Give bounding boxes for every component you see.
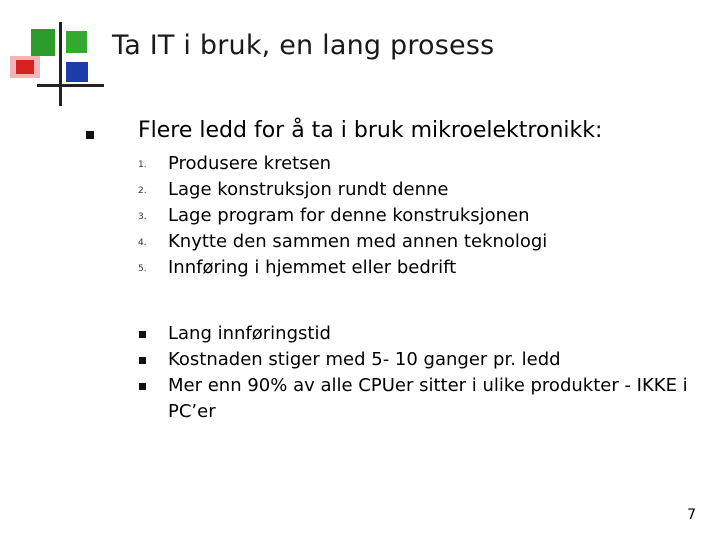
list-item-text: Innføring i hjemmet eller bedrift <box>168 257 457 278</box>
numbered-list <box>124 151 547 281</box>
square-bullet-icon <box>139 357 146 364</box>
numbered-list-item <box>124 255 547 281</box>
list-number: 5. <box>138 264 147 274</box>
list-item-text: Lage konstruksjon rundt denne <box>168 179 449 200</box>
list-item-text: Produsere kretsen <box>168 153 332 174</box>
list-item-text: Lang innføringstid <box>168 323 331 344</box>
numbered-list-item <box>124 203 547 229</box>
bullet-list-item <box>124 347 690 373</box>
bullet-list-item <box>124 321 690 347</box>
bullet-list-item <box>124 373 690 425</box>
list-number: 2. <box>138 186 147 196</box>
list-item-text: Mer enn 90% av alle CPUer sitter i ulike produkter - IKKE i PC’er <box>168 375 688 422</box>
page-number: 7 <box>687 507 696 523</box>
numbered-list-item <box>124 229 547 255</box>
square-bullet-icon <box>139 383 146 390</box>
slide-title: Ta IT i bruk, en lang prosess <box>112 30 495 61</box>
list-number: 3. <box>138 212 147 222</box>
main-bullet-marker <box>86 131 94 139</box>
main-bullet-text: Flere ledd for å ta i bruk mikroelektronikk: <box>138 118 603 143</box>
list-item-text: Knytte den sammen med annen teknologi <box>168 231 548 252</box>
slide-logo-decoration <box>0 0 110 110</box>
square-bullet-icon <box>139 331 146 338</box>
list-number: 1. <box>138 160 147 170</box>
bullet-list <box>124 321 690 425</box>
list-number: 4. <box>138 238 147 248</box>
list-item-text: Kostnaden stiger med 5- 10 ganger pr. ledd <box>168 349 561 370</box>
numbered-list-item <box>124 151 547 177</box>
numbered-list-item <box>124 177 547 203</box>
list-item-text: Lage program for denne konstruksjonen <box>168 205 530 226</box>
